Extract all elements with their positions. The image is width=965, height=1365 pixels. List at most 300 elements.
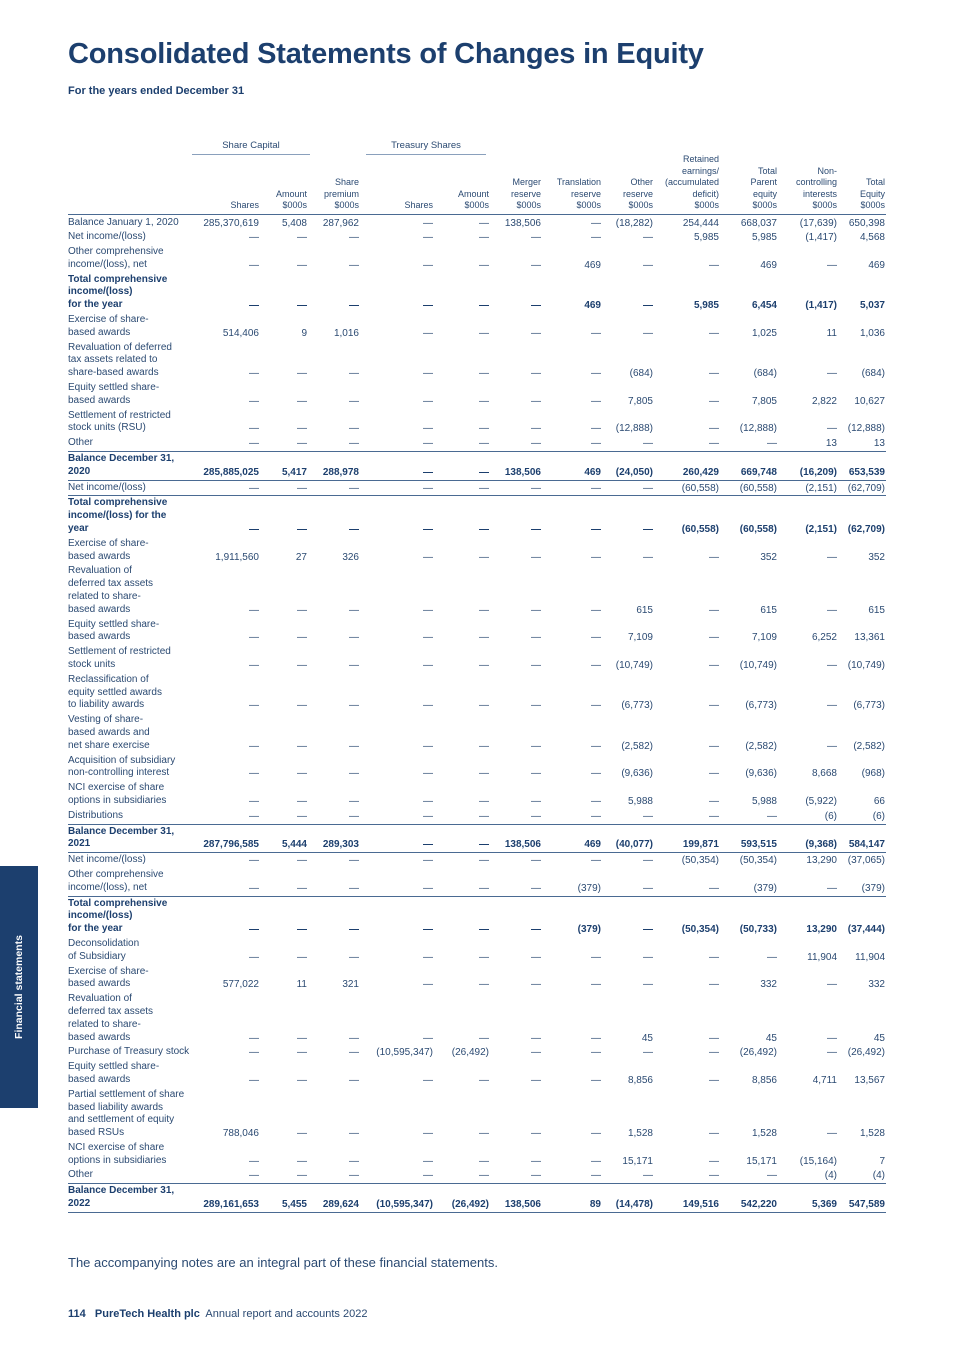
cell-value: —	[423, 327, 433, 339]
cell-value: 615	[636, 604, 653, 616]
cell-value: —	[591, 1032, 601, 1044]
table-row	[68, 230, 886, 245]
cell-value: —	[360, 868, 434, 896]
cell-value: 321	[342, 979, 359, 991]
cell-value: 542,220	[720, 1184, 778, 1213]
cell-value: —	[709, 368, 719, 380]
cell-value: —	[297, 1128, 307, 1140]
cell-value: —	[709, 740, 719, 752]
cell-value: 7,805	[751, 395, 777, 407]
cell-value: 7,805	[627, 395, 653, 407]
cell-value: —	[479, 368, 489, 380]
cell-value: 577,022	[222, 979, 259, 991]
cell-value: 260,429	[654, 452, 720, 481]
cell-value: 6,454	[751, 300, 777, 312]
cell-value: —	[479, 232, 489, 244]
cell-value: (2,151)	[778, 480, 838, 496]
cell-value: —	[349, 700, 359, 712]
cell-value: (379)	[577, 924, 601, 936]
cell-value: —	[423, 979, 433, 991]
cell-value: —	[423, 300, 433, 312]
row-label: Net income/(loss)	[68, 480, 192, 496]
cell-value: 1,528	[859, 1128, 885, 1140]
cell-value: (37,444)	[847, 924, 885, 936]
cell-value: —	[531, 660, 541, 671]
cell-value: —	[423, 524, 433, 536]
cell-value: (4)	[824, 1170, 837, 1182]
table-row	[68, 1184, 886, 1213]
cell-value: —	[349, 423, 359, 435]
cell-value: —	[827, 1047, 837, 1059]
cell-value: 332	[868, 979, 885, 991]
column-header: Retained earnings/ (accumulated deficit) $000s	[654, 154, 720, 214]
row-label: Total comprehensive income/(loss) for the year	[68, 273, 168, 311]
cell-value: —	[643, 1170, 653, 1182]
cell-value: 469	[584, 300, 601, 312]
cell-value: —	[531, 232, 541, 244]
cell-value: —	[709, 795, 719, 807]
cell-value: —	[479, 217, 489, 229]
cell-value: —	[591, 855, 601, 867]
page-number: 114	[68, 1308, 86, 1320]
column-header: Share premium $000s	[308, 154, 360, 214]
cell-value: —	[297, 740, 307, 752]
cell-value: —	[709, 660, 719, 671]
cell-value: 13,290	[806, 855, 837, 867]
table-row	[68, 713, 886, 753]
cell-value: —	[349, 951, 359, 963]
cell-value: (40,077)	[602, 824, 654, 853]
cell-value: 5,444	[260, 824, 308, 853]
cell-value: —	[643, 232, 653, 244]
cell-value: —	[709, 1155, 719, 1167]
table-row	[68, 480, 886, 496]
cell-value: (50,354)	[739, 855, 777, 867]
cell-value: —	[423, 232, 433, 244]
table-row	[68, 452, 886, 481]
cell-value: —	[827, 604, 837, 616]
cell-value: (50,733)	[739, 924, 777, 936]
cell-value: 2,822	[811, 395, 837, 407]
cell-value: (10,595,347)	[360, 1184, 434, 1213]
column-header: Total Equity $000s	[838, 154, 886, 214]
cell-value: —	[709, 395, 719, 407]
cell-value: (6)	[872, 810, 885, 822]
cell-value: —	[709, 1074, 719, 1086]
cell-value: —	[479, 1128, 489, 1140]
cell-value: 10,627	[854, 395, 885, 407]
cell-value: 287,796,585	[192, 824, 260, 853]
row-label: Exercise of share- based awards	[68, 965, 149, 990]
column-header: Amount $000s	[260, 154, 308, 214]
table-row	[68, 1060, 886, 1088]
cell-value: —	[297, 632, 307, 644]
table-row	[68, 645, 886, 673]
cell-value: 584,147	[838, 824, 886, 853]
cell-value: 8,856	[627, 1074, 653, 1086]
cell-value: (6,773)	[621, 700, 653, 712]
cell-value: —	[297, 259, 307, 271]
cell-value: (10,595,347)	[376, 1047, 433, 1059]
cell-value: —	[434, 452, 490, 481]
cell-value: 5,985	[693, 300, 719, 312]
cell-value: —	[479, 768, 489, 780]
cell-value: —	[709, 423, 719, 435]
cell-value: —	[360, 480, 434, 496]
cell-value: (37,065)	[847, 855, 885, 867]
cell-value: 326	[342, 551, 359, 563]
cell-value: —	[591, 438, 601, 450]
cell-value: —	[709, 604, 719, 616]
cell-value: 285,885,025	[192, 452, 260, 481]
cell-value: 1,528	[751, 1128, 777, 1140]
cell-value: 289,303	[308, 824, 360, 853]
cell-value: (2,151)	[805, 524, 837, 536]
cell-value: (26,492)	[847, 1047, 885, 1059]
cell-value: 5,369	[778, 1184, 838, 1213]
cell-value: —	[827, 1032, 837, 1044]
cell-value: (26,492)	[434, 1184, 490, 1213]
cell-value: —	[249, 259, 259, 271]
cell-value: —	[531, 740, 541, 752]
cell-value: —	[591, 423, 601, 435]
cell-value: —	[827, 551, 837, 563]
cell-value: —	[591, 768, 601, 780]
cell-value: (12,888)	[615, 423, 653, 435]
cell-value: —	[531, 1170, 541, 1182]
cell-value: —	[423, 1170, 433, 1182]
cell-value: —	[767, 438, 777, 450]
table-row	[68, 564, 886, 617]
table-row	[68, 673, 886, 713]
cell-value: 138,506	[490, 824, 542, 853]
row-label: Distributions	[68, 809, 124, 821]
cell-value: —	[349, 259, 359, 271]
row-label: NCI exercise of share options in subsidiaries	[68, 1141, 167, 1166]
footnote: The accompanying notes are an integral part of these financial statements.	[68, 1255, 498, 1270]
cell-value: 45	[873, 1032, 885, 1044]
cell-value: —	[349, 1032, 359, 1044]
cell-value: —	[479, 327, 489, 339]
cell-value: (60,558)	[720, 480, 778, 496]
cell-value: —	[591, 1155, 601, 1167]
row-label: Revaluation of deferred tax assets related to share- based awards	[68, 565, 154, 615]
table-row	[68, 853, 886, 868]
cell-value: —	[709, 327, 719, 339]
cell-value: —	[297, 232, 307, 244]
cell-value: —	[479, 795, 489, 807]
cell-value: —	[297, 768, 307, 780]
cell-value: —	[423, 700, 433, 712]
cell-value: —	[709, 259, 719, 271]
table-row	[68, 781, 886, 809]
cell-value: 11,904	[855, 951, 885, 963]
cell-value: —	[360, 452, 434, 481]
row-label: Balance December 31, 2021	[68, 824, 192, 853]
cell-value: (18,282)	[615, 217, 653, 229]
cell-value: —	[423, 951, 433, 963]
cell-value: —	[827, 368, 837, 380]
cell-value: —	[260, 868, 308, 896]
cell-value: 254,444	[682, 217, 719, 229]
cell-value: 45	[641, 1032, 653, 1044]
cell-value: —	[479, 740, 489, 752]
cell-value: 668,037	[740, 217, 777, 229]
cell-value: (6)	[824, 810, 837, 822]
cell-value: —	[591, 810, 601, 822]
cell-value: —	[531, 423, 541, 435]
cell-value: —	[260, 480, 308, 496]
cell-value: —	[249, 740, 259, 752]
cell-value: —	[643, 855, 653, 867]
cell-value: 138,506	[504, 217, 541, 229]
cell-value: —	[709, 632, 719, 644]
cell-value: 1,911,560	[215, 551, 259, 563]
cell-value: (1,417)	[805, 232, 837, 244]
cell-value: —	[349, 855, 359, 867]
cell-value: —	[249, 300, 259, 312]
cell-value: —	[297, 1074, 307, 1086]
column-header: Shares	[360, 154, 434, 214]
column-header: Merger reserve $000s	[490, 154, 542, 214]
row-label: Balance December 31, 2022	[68, 1184, 192, 1213]
cell-value: —	[542, 480, 602, 496]
cell-value: 469	[868, 259, 885, 271]
cell-value: (379)	[720, 868, 778, 896]
cell-value: —	[297, 604, 307, 616]
cell-value: —	[531, 438, 541, 450]
cell-value: —	[423, 768, 433, 780]
row-label: Other comprehensive income/(loss), net	[68, 868, 192, 896]
cell-value: —	[827, 700, 837, 712]
cell-value: —	[423, 551, 433, 563]
table-row	[68, 1168, 886, 1183]
cell-value: —	[423, 423, 433, 435]
cell-value: —	[349, 1128, 359, 1140]
cell-value: —	[479, 551, 489, 563]
cell-value: 7,109	[627, 632, 653, 644]
cell-value: 8,668	[811, 768, 837, 780]
cell-value: 13,567	[854, 1074, 885, 1086]
cell-value: 514,406	[222, 327, 259, 339]
cell-value: 287,962	[322, 217, 359, 229]
cell-value: 7,109	[751, 632, 777, 644]
cell-value: —	[643, 327, 653, 339]
company-name: PureTech Health plc	[94, 1308, 200, 1320]
cell-value: 11	[296, 979, 307, 991]
cell-value: 5,408	[281, 217, 307, 229]
cell-value: —	[591, 217, 601, 229]
cell-value: 469	[542, 824, 602, 853]
cell-value: 66	[873, 795, 885, 807]
cell-value: 9	[301, 327, 307, 339]
cell-value: —	[827, 423, 837, 435]
cell-value: 5,988	[751, 795, 777, 807]
cell-value: —	[297, 795, 307, 807]
cell-value: —	[349, 768, 359, 780]
cell-value: —	[531, 979, 541, 991]
cell-value: —	[591, 395, 601, 407]
row-label: Other	[68, 437, 94, 449]
cell-value: —	[249, 1074, 259, 1086]
cell-value: —	[709, 810, 719, 822]
cell-value: —	[349, 300, 359, 312]
cell-value: —	[297, 368, 307, 380]
cell-value: —	[192, 868, 260, 896]
cell-value: —	[709, 551, 719, 563]
cell-value: —	[591, 551, 601, 563]
cell-value: —	[249, 232, 259, 244]
cell-value: (9,636)	[745, 768, 777, 780]
cell-value: —	[249, 660, 259, 671]
table-row	[68, 1045, 886, 1060]
cell-value: —	[531, 604, 541, 616]
cell-value: —	[591, 1170, 601, 1182]
cell-value: 5,985	[751, 232, 777, 244]
cell-value: —	[297, 438, 307, 450]
section-side-tab[interactable]	[0, 866, 38, 1108]
cell-value: —	[591, 1074, 601, 1086]
cell-value: —	[479, 660, 489, 671]
cell-value: —	[423, 438, 433, 450]
cell-value: —	[423, 1155, 433, 1167]
cell-value: 1,025	[751, 327, 777, 339]
row-label: Reclassification of equity settled awards to liability awards	[68, 673, 162, 711]
cell-value: —	[249, 924, 259, 936]
cell-value: (10,749)	[615, 660, 653, 671]
cell-value: (12,888)	[739, 423, 777, 435]
cell-value: —	[591, 951, 601, 963]
cell-value: 5,455	[260, 1184, 308, 1213]
cell-value: 1,528	[627, 1128, 653, 1140]
table-row	[68, 214, 886, 230]
cell-value: (50,354)	[681, 855, 719, 867]
cell-value: 15,171	[746, 1155, 777, 1167]
cell-value: 8,856	[751, 1074, 777, 1086]
cell-value: 13,361	[854, 632, 885, 644]
row-label: Total comprehensive income/(loss) for the year	[68, 897, 168, 935]
cell-value: —	[591, 1047, 601, 1059]
cell-value: —	[479, 979, 489, 991]
cell-value: —	[479, 395, 489, 407]
cell-value: —	[249, 1032, 259, 1044]
row-label: Revaluation of deferred tax assets related to share-based awards	[68, 341, 172, 379]
row-label: Revaluation of deferred tax assets related to share- based awards	[68, 993, 154, 1043]
table-row	[68, 381, 886, 409]
cell-value: 669,748	[720, 452, 778, 481]
column-header: Translation reserve $000s	[542, 154, 602, 214]
page-subtitle: For the years ended December 31	[68, 85, 245, 97]
cell-value: (26,492)	[739, 1047, 777, 1059]
row-label: Acquisition of subsidiary non-controlling interest	[68, 754, 176, 779]
row-label: Equity settled share- based awards	[68, 382, 160, 406]
cell-value: (24,050)	[602, 452, 654, 481]
cell-value: —	[423, 810, 433, 822]
cell-value: —	[643, 524, 653, 536]
cell-value: —	[767, 951, 777, 963]
cell-value: 5,037	[859, 300, 885, 312]
cell-value: 4,711	[812, 1074, 837, 1086]
cell-value: —	[591, 660, 601, 671]
row-label: Deconsolidation of Subsidiary	[68, 937, 140, 962]
table-row	[68, 618, 886, 646]
cell-value: —	[423, 924, 433, 936]
cell-value: —	[249, 604, 259, 616]
cell-value: —	[423, 1032, 433, 1044]
cell-value: —	[349, 395, 359, 407]
cell-value: —	[249, 423, 259, 435]
cell-value: —	[434, 868, 490, 896]
cell-value: —	[709, 951, 719, 963]
row-label: Equity settled share- based awards	[68, 618, 160, 643]
column-header: Amount $000s	[434, 154, 490, 214]
cell-value: —	[479, 1032, 489, 1044]
cell-value: —	[434, 480, 490, 496]
column-header: Shares	[192, 154, 260, 214]
cell-value: —	[249, 395, 259, 407]
cell-value: —	[349, 795, 359, 807]
cell-value: 7	[879, 1155, 885, 1167]
cell-value: —	[490, 868, 542, 896]
cell-value: —	[297, 951, 307, 963]
cell-value: 6,252	[811, 632, 837, 644]
cell-value: 352	[760, 551, 777, 563]
cell-value: 547,589	[838, 1184, 886, 1213]
cell-value: —	[531, 551, 541, 563]
cell-value: —	[479, 924, 489, 936]
cell-value: —	[531, 368, 541, 380]
page-footer	[68, 1308, 367, 1320]
row-label: NCI exercise of share options in subsidiaries	[68, 782, 167, 806]
cell-value: 149,516	[654, 1184, 720, 1213]
cell-value: 285,370,619	[203, 217, 259, 229]
cell-value: —	[827, 259, 837, 271]
cell-value: 138,506	[490, 1184, 542, 1213]
cell-value: 13,290	[806, 924, 837, 936]
cell-value: —	[531, 259, 541, 271]
cell-value: (379)	[838, 868, 886, 896]
cell-value: (6,773)	[745, 700, 777, 712]
report-name: Annual report and accounts 2022	[205, 1308, 368, 1320]
cell-value: —	[531, 327, 541, 339]
cell-value: —	[591, 1128, 601, 1140]
cell-value: —	[249, 524, 259, 536]
side-tab-label: Financial statements	[13, 935, 25, 1039]
cell-value: —	[297, 855, 307, 867]
cell-value: 650,398	[848, 217, 885, 229]
cell-value: —	[591, 740, 601, 752]
cell-value: —	[349, 1155, 359, 1167]
table-row	[68, 273, 886, 313]
cell-value: —	[297, 1032, 307, 1044]
cell-value: —	[709, 438, 719, 450]
cell-value: —	[192, 480, 260, 496]
cell-value: —	[249, 1155, 259, 1167]
cell-value: (62,709)	[838, 480, 886, 496]
cell-value: —	[297, 1047, 307, 1059]
cell-value: —	[349, 232, 359, 244]
table-row	[68, 992, 886, 1045]
cell-value: —	[531, 810, 541, 822]
column-header: Non- controlling interests $000s	[778, 154, 838, 214]
cell-value: —	[531, 855, 541, 867]
cell-value: —	[297, 660, 307, 671]
cell-value: 288,978	[308, 452, 360, 481]
cell-value: —	[709, 700, 719, 712]
cell-value: (15,164)	[799, 1155, 837, 1167]
cell-value: —	[827, 1128, 837, 1140]
cell-value: —	[827, 740, 837, 752]
